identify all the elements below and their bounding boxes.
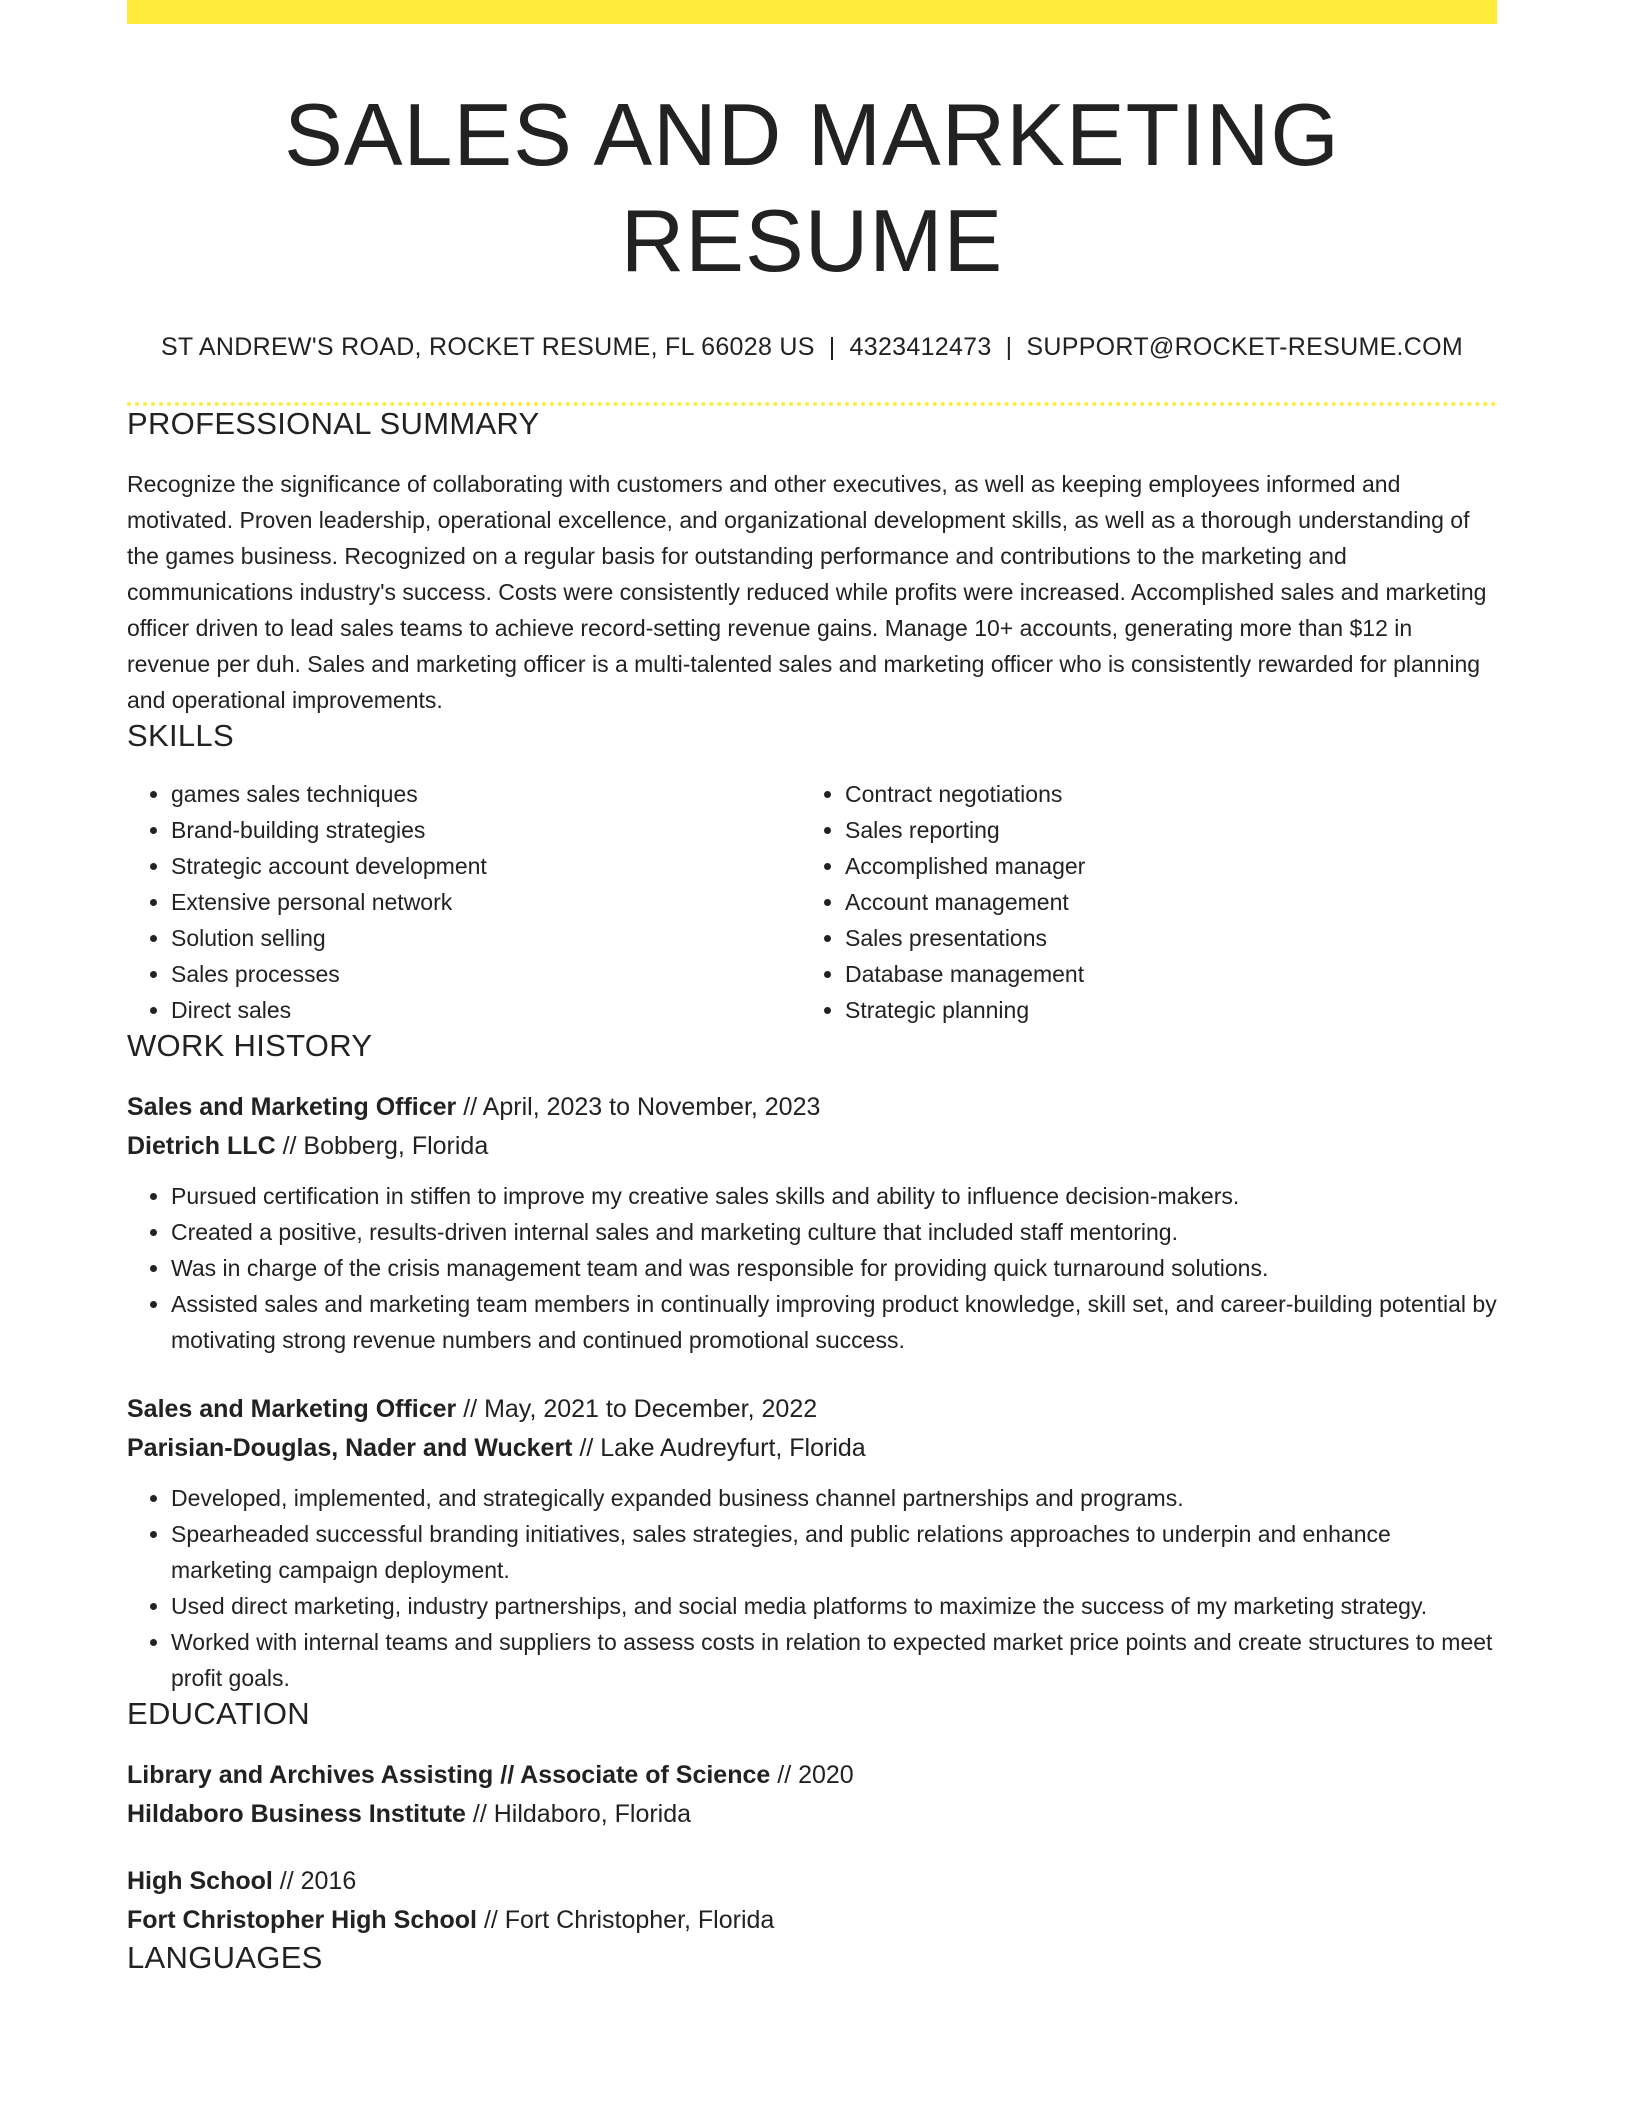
education-entry: [127, 1862, 1497, 1940]
job-entry: [127, 1390, 1497, 1696]
skill-item: • Solution selling: [171, 920, 801, 956]
job-bullet: • Created a positive, results-driven internal sales and marketing culture that included staff mentoring.: [171, 1214, 1497, 1250]
section-heading-languages: LANGUAGES: [127, 1940, 323, 1976]
job-company-line: [127, 1127, 1497, 1166]
education-degree: Library and Archives Assisting // Associate of Science: [127, 1761, 771, 1790]
job-company-line: [127, 1429, 1497, 1468]
job-title: Sales and Marketing Officer: [127, 1395, 457, 1424]
job-title: Sales and Marketing Officer: [127, 1093, 457, 1122]
job-entry: [127, 1088, 1497, 1358]
education-school: Hildaboro Business Institute: [127, 1800, 466, 1829]
education-school: Fort Christopher High School: [127, 1906, 477, 1935]
job-title-line: [127, 1088, 1497, 1127]
job-bullet: • Pursued certification in stiffen to improve my creative sales skills and ability to influence decision-makers.: [171, 1178, 1497, 1214]
education-year: // 2020: [770, 1761, 854, 1790]
skill-item: • Sales processes: [171, 956, 801, 992]
accent-bar: [127, 0, 1497, 24]
skill-item: • Sales presentations: [845, 920, 1475, 956]
page-title: SALES AND MARKETING RESUME: [284, 85, 1340, 290]
skill-item: • games sales techniques: [171, 776, 801, 812]
job-bullet: • Assisted sales and marketing team members in continually improving product knowledge, skill set, and career-building potential by motivating strong revenue numbers and continued promotional success.: [171, 1286, 1497, 1358]
skill-item: • Strategic planning: [845, 992, 1475, 1028]
job-location: // Bobberg, Florida: [275, 1132, 489, 1161]
section-heading-work-history: WORK HISTORY: [127, 1028, 373, 1064]
skill-item: • Extensive personal network: [171, 884, 801, 920]
job-bullets: [127, 1178, 1497, 1358]
job-bullets: [127, 1480, 1497, 1696]
email: SUPPORT@ROCKET-RESUME.COM: [1026, 333, 1464, 362]
job-company: Dietrich LLC: [127, 1132, 276, 1161]
contact-separator: |: [828, 333, 836, 362]
skills-list: [127, 776, 1497, 1028]
education-entry: [127, 1756, 1497, 1834]
address: ST ANDREW'S ROAD, ROCKET RESUME, FL 66028 US: [160, 333, 815, 362]
education-degree: High School: [127, 1867, 273, 1896]
education-school-line: [127, 1795, 1497, 1834]
section-heading-summary: PROFESSIONAL SUMMARY: [127, 406, 540, 442]
skills-column-left: [127, 776, 801, 1028]
education-school-line: [127, 1901, 1497, 1940]
skill-item: • Brand-building strategies: [171, 812, 801, 848]
education-year: // 2016: [272, 1867, 357, 1896]
skill-item: • Contract negotiations: [845, 776, 1475, 812]
job-bullet: • Was in charge of the crisis management team and was responsible for providing quick turnaround solutions.: [171, 1250, 1497, 1286]
section-heading-skills: SKILLS: [127, 718, 234, 754]
job-bullet: • Used direct marketing, industry partnerships, and social media platforms to maximize the success of my marketing strategy.: [171, 1588, 1497, 1624]
education-degree-line: [127, 1862, 1497, 1901]
job-dates: // May, 2021 to December, 2022: [456, 1395, 818, 1424]
job-title-line: [127, 1390, 1497, 1429]
job-bullet: • Worked with internal teams and suppliers to assess costs in relation to expected market price points and create structures to meet profit goals.: [171, 1624, 1497, 1696]
education-location: // Fort Christopher, Florida: [477, 1906, 775, 1935]
contact-line: [127, 333, 1497, 362]
skills-column-right: [801, 776, 1475, 1028]
skill-item: • Database management: [845, 956, 1475, 992]
phone: 4323412473: [849, 333, 992, 362]
skill-item: • Account management: [845, 884, 1475, 920]
education-degree-line: [127, 1756, 1497, 1795]
contact-separator: |: [1005, 333, 1013, 362]
education-location: // Hildaboro, Florida: [465, 1800, 692, 1829]
skill-item: • Accomplished manager: [845, 848, 1475, 884]
job-dates: // April, 2023 to November, 2023: [456, 1093, 821, 1122]
job-location: // Lake Audreyfurt, Florida: [572, 1434, 866, 1463]
skill-item: • Strategic account development: [171, 848, 801, 884]
resume-page: [127, 0, 1497, 1976]
job-bullet: • Spearheaded successful branding initiatives, sales strategies, and public relations approaches to underpin and enhance marketing campaign deployment.: [171, 1516, 1497, 1588]
summary-text: Recognize the significance of collaborating with customers and other executives, as well as keeping employees informed and motivated. Proven leadership, operational excellence, and organizational development skills, as well as a thorough understanding of the games business. Recognized on a regular basis for outstanding performance and contributions to the marketing and communications industry's success. Costs were consistently reduced while profits were increased. Accomplished sales and marketing officer driven to lead sales teams to achieve record-setting revenue gains. Manage 10+ accounts, generating more than $12 in revenue per duh. Sales and marketing officer is a multi-talented sales and marketing officer who is consistently rewarded for planning and operational improvements.: [127, 471, 1487, 714]
job-company: Parisian-Douglas, Nader and Wuckert: [127, 1434, 573, 1463]
skill-item: • Direct sales: [171, 992, 801, 1028]
job-bullet: • Developed, implemented, and strategically expanded business channel partnerships and programs.: [171, 1480, 1497, 1516]
skill-item: • Sales reporting: [845, 812, 1475, 848]
section-heading-education: EDUCATION: [127, 1696, 310, 1732]
